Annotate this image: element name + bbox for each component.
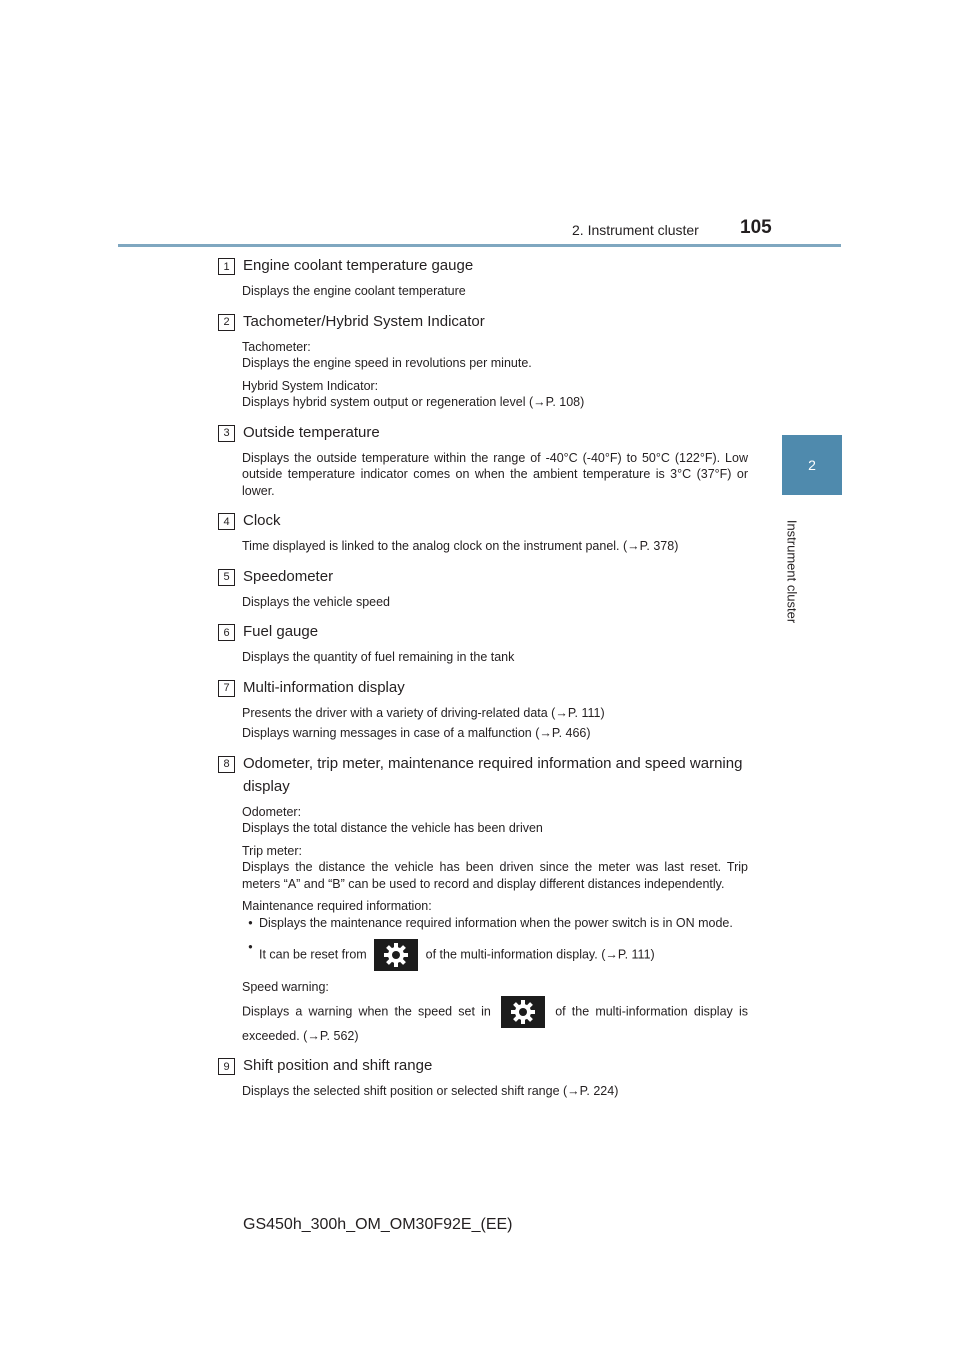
page-number: 105 <box>740 217 772 238</box>
bullet-text: of the multi-information display. (→P. 111) <box>425 947 655 962</box>
hybrid-indicator-label: Hybrid System Indicator: <box>242 378 379 393</box>
item-description: Displays the selected shift position or selected shift range (→P. 224) <box>242 1084 619 1098</box>
hybrid-indicator-description: Displays hybrid system output or regeneration level (→P. 108) <box>242 395 585 409</box>
item-title: Shift position and shift range <box>243 1057 433 1074</box>
item-number: 9 <box>218 1058 235 1075</box>
odometer-description: Displays the total distance the vehicle has been driven <box>242 821 543 835</box>
bullet-text: Displays the maintenance required information when the power switch is in ON mode. <box>259 915 733 930</box>
item-7 <box>218 676 748 742</box>
item-number: 6 <box>218 624 235 641</box>
item-2 <box>218 310 748 411</box>
trip-meter-label: Trip meter: <box>242 843 302 858</box>
item-3 <box>218 421 748 500</box>
item-description: Time displayed is linked to the analog clock on the instrument panel. (→P. 378) <box>242 539 679 553</box>
item-description: Displays the outside temperature within the range of -40°C (-40°F) to 50°C (122°F). Low outside temperature indicator comes on when the ambient temperature is 3°C (37°F) or lower. <box>242 450 748 498</box>
item-title: Odometer, trip meter, maintenance required information and speed warning display <box>243 754 743 795</box>
trip-meter-description: Displays the distance the vehicle has been driven since the meter was last reset. Trip meters “A” and “B” can be used to record and display different distances independently. <box>242 860 748 891</box>
bullet-text: It can be reset from <box>259 947 367 962</box>
item-title: Clock <box>243 512 281 529</box>
item-6 <box>218 620 748 666</box>
item-description: Displays warning messages in case of a malfunction (→P. 466) <box>242 726 591 740</box>
gear-icon <box>374 939 418 971</box>
item-title: Engine coolant temperature gauge <box>243 257 474 274</box>
item-description: Displays the vehicle speed <box>242 594 390 609</box>
item-9 <box>218 1054 748 1100</box>
item-number: 4 <box>218 513 235 530</box>
speed-warning-text: Displays a warning when the speed set in <box>242 1003 491 1018</box>
item-description: Displays the quantity of fuel remaining in the tank <box>242 650 515 664</box>
item-number: 3 <box>218 425 235 442</box>
maintenance-label: Maintenance required information: <box>242 899 432 913</box>
item-number: 8 <box>218 756 235 773</box>
item-4 <box>218 509 748 555</box>
odometer-label: Odometer: <box>242 804 302 819</box>
tachometer-label: Tachometer: <box>242 339 311 354</box>
bullet-item: • It can be reset from of the multi-information display. (→P. 111) <box>242 939 748 971</box>
chapter-tab-label: Instrument cluster <box>784 519 800 624</box>
gear-icon <box>501 996 545 1028</box>
tachometer-description: Displays the engine speed in revolutions per minute. <box>242 356 532 370</box>
section-title: 2. Instrument cluster <box>572 222 699 238</box>
item-number: 1 <box>218 258 235 275</box>
item-description: Presents the driver with a variety of driving-related data (→P. 111) <box>242 705 605 720</box>
footer-model-code: GS450h_300h_OM_OM30F92E_(EE) <box>243 1216 513 1233</box>
item-title: Speedometer <box>243 567 334 585</box>
speed-warning-description <box>242 996 748 1045</box>
item-title: Tachometer/Hybrid System Indicator <box>243 312 485 330</box>
bullet-item: • Displays the maintenance required information when the power switch is in ON mode. <box>248 915 733 930</box>
item-number: 2 <box>218 314 235 331</box>
speed-warning-text: of the multi-information display is exceeded. (→P. 562) <box>242 1003 748 1043</box>
item-8 <box>218 752 748 1045</box>
item-title: Outside temperature <box>243 423 380 441</box>
item-title: Fuel gauge <box>243 623 319 640</box>
item-description: Displays the engine coolant temperature <box>242 284 466 298</box>
item-number: 7 <box>218 680 235 697</box>
item-title: Multi-information display <box>243 678 405 696</box>
item-5 <box>218 565 748 611</box>
item-1 <box>218 254 748 300</box>
item-number: 5 <box>218 569 235 586</box>
speed-warning-label: Speed warning: <box>242 980 329 994</box>
chapter-tab: 2 <box>782 435 842 495</box>
item-list <box>218 254 748 1100</box>
header-rule <box>118 244 841 247</box>
